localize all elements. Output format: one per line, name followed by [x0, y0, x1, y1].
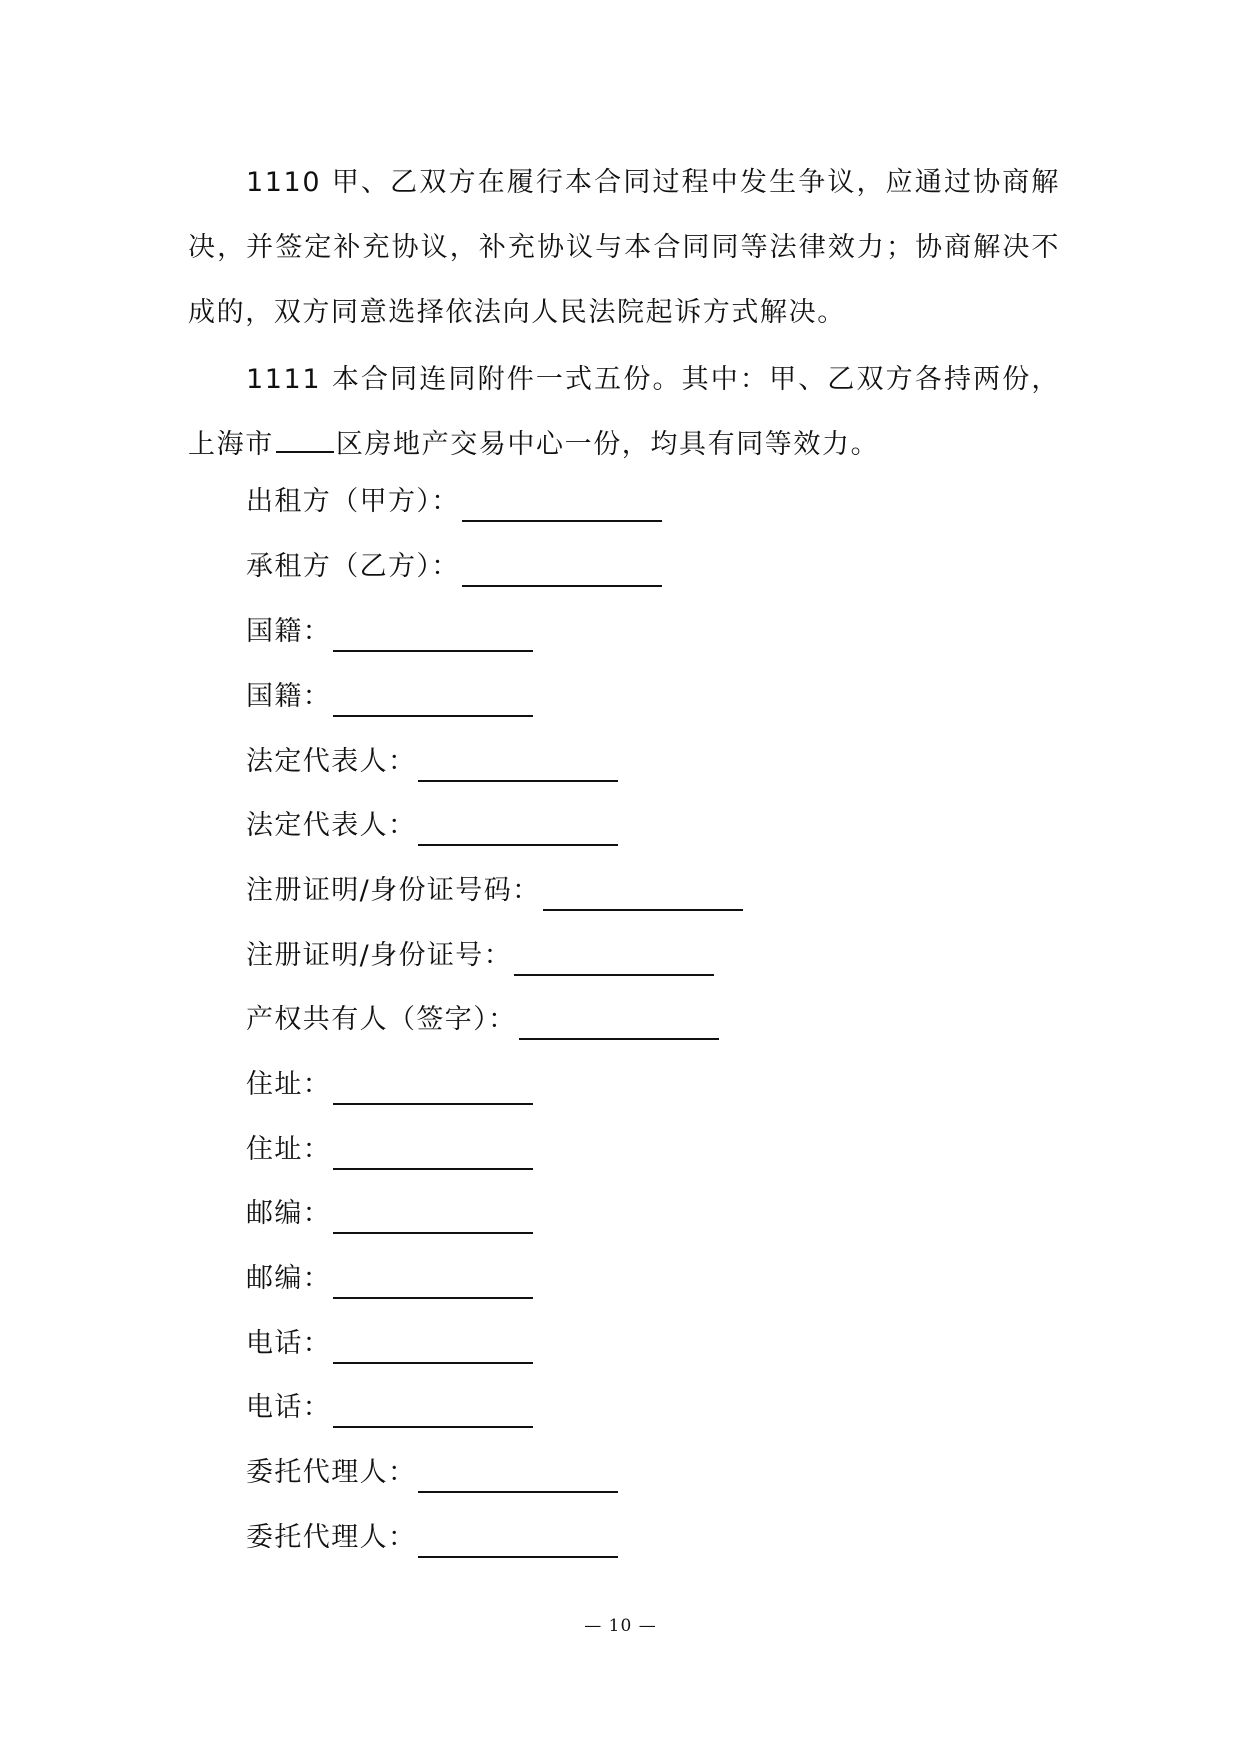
- field-label: 产权共有人（签字）：: [246, 1004, 517, 1035]
- signature-blank-line: [333, 1204, 533, 1234]
- field-address-a: [246, 1065, 533, 1105]
- signature-blank-line: [333, 1398, 533, 1428]
- signature-blank-line: [333, 1075, 533, 1105]
- field-nationality-a: [246, 612, 533, 652]
- signature-blank-line: [333, 622, 533, 652]
- field-id-number-a: [246, 871, 743, 911]
- field-lessee: [246, 547, 662, 587]
- field-label: 注册证明/身份证号码：: [246, 875, 541, 906]
- field-co-owner: [246, 1000, 719, 1040]
- clause-1111: [188, 347, 1060, 477]
- field-label: 邮编：: [246, 1263, 332, 1294]
- signature-blank-line: [333, 1334, 533, 1364]
- field-legal-rep-a: [246, 742, 618, 782]
- field-phone-b: [246, 1388, 533, 1428]
- signature-blank-line: [543, 881, 743, 911]
- field-label: 国籍：: [246, 616, 332, 647]
- field-label: 国籍：: [246, 681, 332, 712]
- signature-blank-line: [519, 1010, 719, 1040]
- field-label: 住址：: [246, 1134, 332, 1165]
- field-label: 电话：: [246, 1328, 332, 1359]
- signature-blank-line: [418, 1528, 618, 1558]
- signature-blank-line: [418, 752, 618, 782]
- clause-number: 1110: [246, 167, 322, 198]
- field-legal-rep-b: [246, 806, 618, 846]
- field-label: 法定代表人：: [246, 810, 417, 841]
- signature-blank-line: [333, 1269, 533, 1299]
- field-postcode-b: [246, 1259, 533, 1299]
- signature-blank-line: [333, 1140, 533, 1170]
- signature-blank-line: [418, 816, 618, 846]
- signature-blank-line: [514, 946, 714, 976]
- district-blank-line: [276, 427, 334, 453]
- field-label: 出租方（甲方）：: [246, 486, 460, 517]
- field-postcode-a: [246, 1194, 533, 1234]
- clause-text-before-blank: 本合同连同附件一式五份。其中：甲、乙双方各持两份，上海市: [188, 364, 1060, 460]
- field-agent-b: [246, 1518, 618, 1558]
- clause-number: 1111: [246, 364, 322, 395]
- page-number: — 10 —: [584, 1616, 657, 1636]
- field-label: 承租方（乙方）：: [246, 551, 460, 582]
- field-phone-a: [246, 1324, 533, 1364]
- field-label: 法定代表人：: [246, 746, 417, 777]
- field-address-b: [246, 1130, 533, 1170]
- signature-blank-line: [418, 1463, 618, 1493]
- clause-1110: [188, 150, 1060, 345]
- field-lessor: [246, 482, 662, 522]
- signature-blank-line: [333, 687, 533, 717]
- field-nationality-b: [246, 677, 533, 717]
- field-id-number-b: [246, 936, 714, 976]
- field-label: 电话：: [246, 1392, 332, 1423]
- field-label: 住址：: [246, 1069, 332, 1100]
- clause-text: 甲、乙双方在履行本合同过程中发生争议，应通过协商解决，并签定补充协议，补充协议与本合同同等法律效力；协商解决不成的，双方同意选择依法向人民法院起诉方式解决。: [188, 167, 1060, 328]
- field-agent-a: [246, 1453, 618, 1493]
- clause-text-after-blank: 区房地产交易中心一份，均具有同等效力。: [335, 429, 880, 460]
- signature-blank-line: [462, 492, 662, 522]
- field-label: 邮编：: [246, 1198, 332, 1229]
- field-label: 委托代理人：: [246, 1457, 417, 1488]
- field-label: 注册证明/身份证号：: [246, 940, 513, 971]
- field-label: 委托代理人：: [246, 1522, 417, 1553]
- signature-blank-line: [462, 557, 662, 587]
